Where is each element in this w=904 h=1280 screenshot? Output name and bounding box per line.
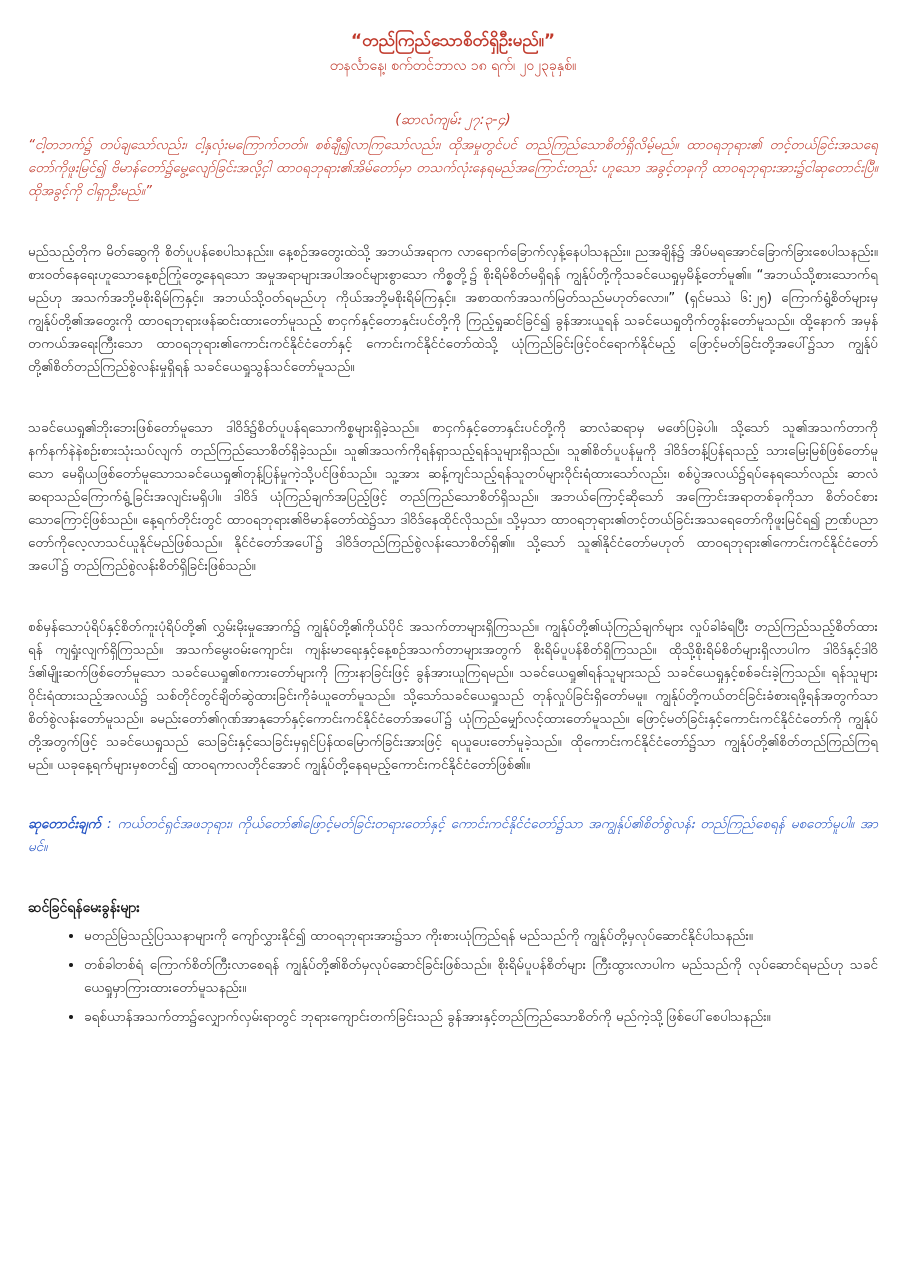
question-item: • မတည်မြဲသည့်ပြဿနာများကို ကျော်လွှားနိုင်၍ ထာဝရဘုရားအား၌သာ ကိုးစားယုံကြည်ရန် မည်သည်ကို ကျွန်ုပ်တို့မှလုပ်ဆောင်နိုင်ပါသနည်း။: [84, 925, 878, 948]
questions-heading: ဆင်ခြင်ရန်မေးခွန်းများ: [28, 900, 140, 916]
question-item: • တစ်ခါတစ်ရံ ကြောက်စိတ်ကြီးလာစေရန် ကျွန်ုပ်တို့၏စိတ်မှလုပ်ဆောင်ခြင်းဖြစ်သည်။ စိုးရိမ်ပူပန်စိတ်များ ကြီးထွားလာပါက မည်သည်ကို လုပ်ဆောင်ရမည်ဟု သခင်ယေရှုမှာကြားထားတော်မူသနည်း။: [84, 954, 878, 1000]
question-item: • ခရစ်ယာန်အသက်တာ၌လျှောက်လှမ်းရာတွင် ဘုရားကျောင်းတက်ခြင်းသည် ခွန်အားနှင့်တည်ကြည်သောစိတ်ကို မည်ကဲ့သို့ဖြစ်ပေါ်စေပါသနည်း။: [84, 1006, 878, 1029]
prayer-separator: :: [100, 816, 118, 832]
scripture-quote: “ငါ့တဘက်၌ တပ်ချသော်လည်း၊ ငါ့နှလုံးမကြောက်တတ်။ စစ်ချီ၍လာကြသော်လည်း၊ ထိုအမှုတွင်ပင် တည်ကြည်သောစိတ်ရှိလိမ့်မည်။ ထာဝရဘုရား၏ တင့်တယ်ခြင်းအသရေတော်ကိုဖူးမြင်၍ ဗိမာန်တော်၌မွေ့လျော်ခြင်းအလို့ငှါ ထာဝရဘုရား၏အိမ်တော်မှာ တသက်လုံးနေရမည်အကြောင်းတည်း ဟူသော အခွင့်တခုကို ထာဝရဘုရားအား၌ငါဆုတောင်းပြီ။ ထိုအခွင့်ကို ငါရှာဦးမည်။”: [28, 137, 878, 199]
scripture-reference: (ဆာလံကျမ်း ၂၇:၃-၄): [395, 112, 511, 128]
prayer-label: ဆုတောင်းချက်: [28, 816, 101, 832]
body-paragraph-2: သခင်ယေရှု၏ဘိုးဘေးဖြစ်တော်မူသော ဒါဝိဒ်၌စိတ်ပူပန်ရသောကိစ္စများရှိခဲ့သည်။ စာငှက်နှင့်တောနှင်းပင်တို့ကို ဆာလံဆရာမှ မဖော်ပြခဲ့ပါ။ သို့သော် သူ၏အသက်တာကို နက်နက်နဲနဲစဉ်းစားသုံးသပ်လျက် တည်ကြည်သောစိတ်ရှိခဲ့သည်။ သူ၏အသက်ကိုရန်ရှာသည့်ရန်သူများရှိသည်။ သူ၏စိတ်ပူပန်မှုကို ဒါဝိဒ်တန့်ပြန်ရသည့် သားမြေးမြစ်ဖြစ်တော်မူသော မေရှိယဖြစ်တော်မူသောသခင်ယေရှု၏တုန့်ပြန်မှုကဲ့သို့ပင်ဖြစ်သည်။ သူ့အား ဆန့်ကျင်သည့်ရန်သူတပ်များဝိုင်းရံထားသော်လည်း၊ စစ်ပွဲအလယ်၌ရပ်နေရသော်လည်း ဆာလံဆရာသည်ကြောက်ရွံ့ခြင်းအလျင်းမရှိပါ။ ဒါဝိဒ် ယုံကြည်ချက်အပြည့်ဖြင့် တည်ကြည်သောစိတ်ရှိသည်။ အဘယ်ကြောင့်ဆိုသော် အကြောင်းအရာတစ်ခုကိုသာ စိတ်ဝင်စားသောကြောင့်ဖြစ်သည်။ နေ့ရက်တိုင်းတွင် ထာဝရဘုရား၏ဗိမာန်တော်ထဲ၌သာ ဒါဝိဒ်နေထိုင်လိုသည်။ သို့မှသာ ထာဝရဘုရား၏တင့်တယ်ခြင်းအသရေတော်ကိုဖူးမြင်ရ၍ ဉာဏ်ပညာတော်ကိုလေ့လာသင်ယူနိုင်မည်ဖြစ်သည်။ နိုင်ငံတော်အပေါ်၌ ဒါဝိဒ်တည်ကြည်စွဲလန်းသောစိတ်ရှိ၏။ သို့သော် သူ၏နိုင်ငံတော်မဟုတ် ထာဝရဘုရား၏ကောင်းကင်နိုင်ငံတော်အပေါ်၌ တည်ကြည်စွဲလန်းစိတ်ရှိခြင်းဖြစ်သည်။: [28, 420, 878, 574]
devotional-date: တနင်္လာနေ့၊ စက်တင်ဘာလ ၁၈ ရက်၊ ၂၀၂၃ခုနှစ်။: [329, 58, 577, 74]
prayer-summary: [28, 813, 878, 859]
devotional-title: “တည်ကြည်သောစိတ်ရှိဦးမည်။”: [350, 31, 556, 51]
prayer-text: ကယ်တင်ရှင်အဖဘုရား၊ ကိုယ်တော်၏ဖြောင့်မတ်ခြင်းတရားတော်နှင့် ကောင်းကင်နိုင်ငံတော်၌သာ အကျွန်ုပ်၏စိတ်စွဲလန်း တည်ကြည်စေရန် မစတော်မူပါ။ အာမင်။: [28, 816, 878, 855]
body-paragraph-1: မည်သည့်တိုက မိတ်ဆွေကို စိတ်ပူပန်စေပါသနည်း။ နေ့စဉ်အတွေးထဲသို့ အဘယ်အရာက လာရောက်ခြောက်လှန့်နေပါသနည်း။ ညအချိန်၌ အိပ်မရအောင်ခြောက်ခြားစေပါသနည်း။ စားဝတ်နေရေးဟူသောနေ့စဉ်ကြုံတွေ့နေရသော အမှုအရာများအပါအဝင်များစွာသော ကိစ္စတို့၌ စိုးရိမ်စိတ်မရှိရန် ကျွန်ုပ်တို့ကိုသခင်ယေရှုမှမိန့်တော်မူ၏။ “အဘယ်သို့စားသောက်ရမည်ဟု အသက်အဘို့မစိုးရိမ်ကြနှင့်။ အဘယ်သို့ဝတ်ရမည်ဟု ကိုယ်အဘို့မစိုးရိမ်ကြနှင့်။ အစာထက်အသက်မြတ်သည်မဟုတ်လော။” (ရှင်မဿဲ ၆:၂၅) ကြောက်ရွံ့စိတ်များမှ ကျွန်ုပ်တို့၏အတွေးကို ထာဝရဘုရားဖန်ဆင်းထားတော်မူသည့် စာငှက်နှင့်တောနှင်းပင်တို့ကို ကြည့်ရှုဆင်ခြင်၍ ခွန်အားယူရန် သခင်ယေရှုတိုက်တွန်းတော်မူသည်။ ထို့နောက် အမှန်တကယ်အရေးကြီးသော ထာဝရဘုရား၏ကောင်းကင်နိုင်ငံတော်နှင့် ကောင်းကင်နိုင်ငံတော်ထဲသို့ ယုံကြည်ခြင်းဖြင့်ဝင်ရောက်နိုင်မည့် ဖြောင့်မတ်ခြင်းတို့အပေါ်၌သာ ကျွန်ုပ်တို့၏စိတ်တည်ကြည်စွဲလန်းမှုရှိရန် သခင်ယေရှုသွန်သင်တော်မူသည်။: [28, 244, 878, 375]
questions-list: [28, 925, 878, 1029]
body-paragraph-3: စစ်မှန်သောပုံရိပ်နှင့်စိတ်ကူးပုံရိပ်တို့၏ လွှမ်းမိုးမှုအောက်၌ ကျွန်ုပ်တို့၏ကိုယ်ပိုင် အသက်တာများရှိကြသည်။ ကျွန်ုပ်တို့၏ယုံကြည်ချက်များ လှုပ်ခါခံရပြီး တည်ကြည်သည့်စိတ်ထားရန် ကျရှုံးလျက်ရှိကြသည်။ အသက်မွေးဝမ်းကျောင်း၊ ကျန်းမာရေးနှင့်နေ့စဉ်အသက်တာများအတွက် စိုးရိမ်ပူပန်စိတ်ရှိကြသည်။ ထိုသို့စိုးရိမ်စိတ်များရှိလာပါက ဒါဝိဒ်နှင့်ဒါဝိဒ်၏မျိုးဆက်ဖြစ်တော်မူသော သခင်ယေရှု၏စကားတော်များကို ကြားနာခြင်းဖြင့် ခွန်အားယူကြရမည်။ သခင်ယေရှု၏ရန်သူများသည် သခင်ယေရှုနှင့်စစ်ခင်းခဲ့ကြသည်။ ရန်သူများဝိုင်းရံထားသည့်အလယ်၌ သစ်တိုင်တွင်ချိတ်ဆွဲထားခြင်းကိုခံယူတော်မူသည်။ သို့သော်သခင်ယေရှုသည် တုန်လှုပ်ခြင်းရှိတော်မမူ။ ကျွန်ုပ်တို့ကယ်တင်ခြင်းခံစားရဖို့ရန်အတွက်သာ စိတ်စွဲလန်းတော်မူသည်။ ခမည်းတော်၏ဂုဏ်အာနုဘော်နှင့်ကောင်းကင်နိုင်ငံတော်အပေါ်၌ ယုံကြည်မျှော်လင့်ထားတော်မူသည်။ ဖြောင့်မတ်ခြင်းနှင့်ကောင်းကင်နိုင်ငံတော်ကို ကျွန်ုပ်တို့အတွက်ဖြင့် သခင်ယေရှုသည် သေခြင်းနှင့်သေခြင်းမှရှင်ပြန်ထမြောက်ခြင်းအားဖြင့် ရယူပေးတော်မူခဲ့သည်။ ထိုကောင်းကင်နိုင်ငံတော်၌သာ ကျွန်ုပ်တို့၏စိတ်တည်ကြည်ကြရမည်။ ယခုနေ့ရက်များမှစတင်၍ ထာဝရကာလတိုင်အောင် ကျွန်ုပ်တို့နေရမည့်ကောင်းကင်နိုင်ငံတော်ဖြစ်၏။: [28, 619, 878, 773]
